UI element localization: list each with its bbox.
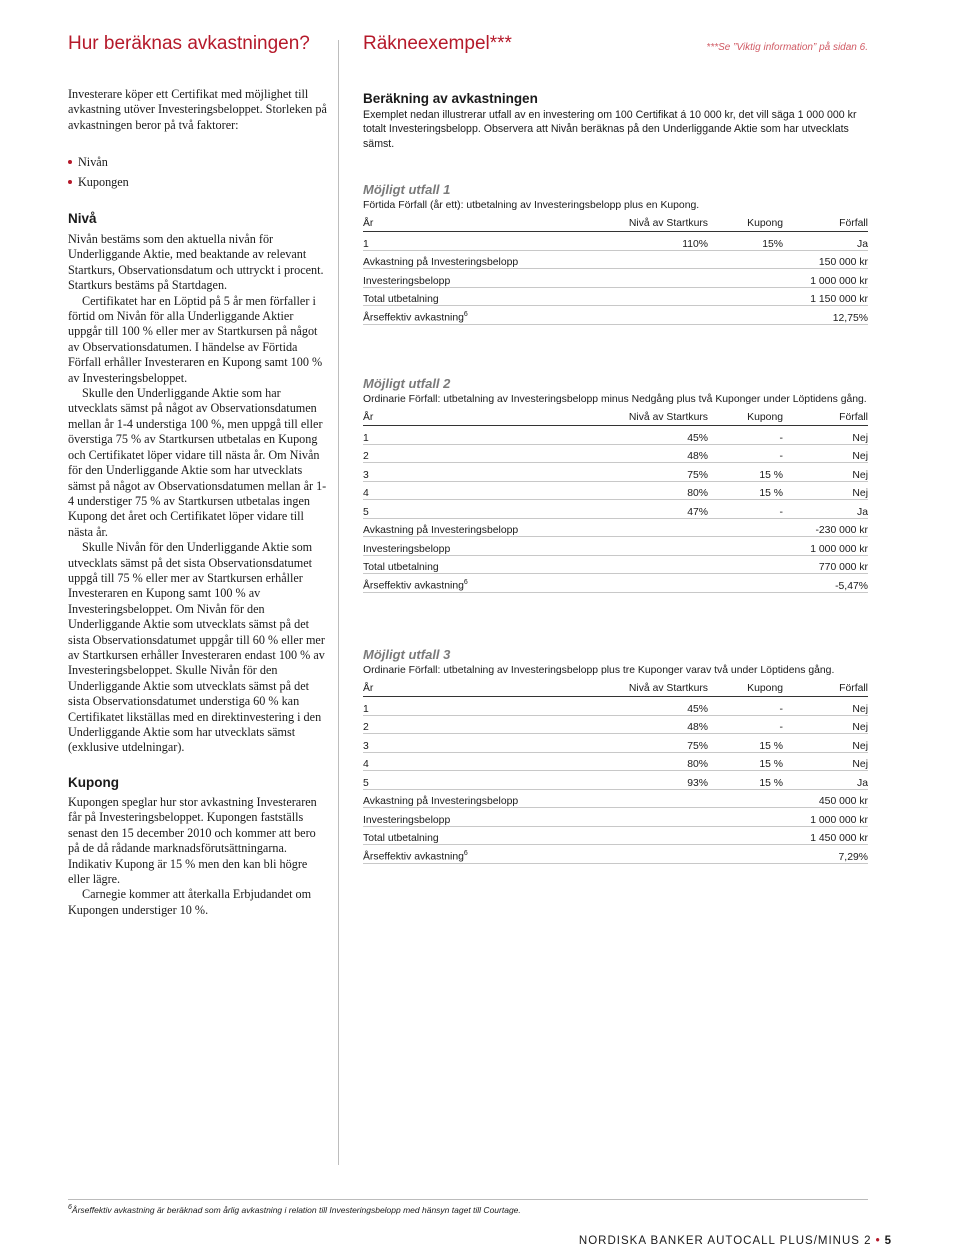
footnote-mark: 6 bbox=[463, 850, 468, 858]
summary-value: 450 000 kr bbox=[708, 789, 868, 808]
table-cell: 4 bbox=[363, 752, 543, 771]
calculation-intro: Exemplet nedan illustrerar utfall av en investering om 100 Certifikat á 10 000 kr, det vill säga 1 000 000 kr totalt Investeringsbelopp. Observera att Nivån beräknas på den Underliggande Aktie som har utvecklats sämst. bbox=[363, 109, 857, 150]
table-cell: Nej bbox=[783, 481, 868, 500]
summary-row bbox=[363, 826, 868, 845]
outcome-description: Ordinarie Förfall: utbetalning av Investeringsbelopp plus tre Kuponger varav två under Löptidens gång. bbox=[363, 665, 835, 676]
table-cell: Nej bbox=[783, 426, 868, 445]
table-cell: 15 % bbox=[708, 463, 783, 482]
table-cell: 45% bbox=[543, 426, 708, 445]
summary-label bbox=[363, 306, 708, 325]
table-cell: 93% bbox=[543, 771, 708, 790]
summary-label bbox=[363, 574, 708, 593]
summary-value: -5,47% bbox=[708, 574, 868, 593]
table-cell: 4 bbox=[363, 481, 543, 500]
table-cell: 5 bbox=[363, 500, 543, 519]
table-cell: 3 bbox=[363, 734, 543, 753]
table-cell: 15 % bbox=[708, 734, 783, 753]
outcome-description: Ordinarie Förfall: utbetalning av Investeringsbelopp minus Nedgång plus två Kuponger under Löptidens gång. bbox=[363, 394, 867, 405]
niva-paragraph: Nivån bestäms som den aktuella nivån för Underliggande Aktie, med beaktande av relevant Startkurs, Observationsdatum och uttryckt i procent. Startkurs bestäms på Startdagen. bbox=[68, 232, 324, 293]
section-title: Hur beräknas avkastningen? bbox=[68, 33, 310, 54]
table-header-row bbox=[363, 410, 868, 426]
bullet-icon bbox=[68, 180, 72, 184]
niva-paragraph: Certifikatet har en Löptid på 5 år men förfaller i förtid om Nivån för alla Underliggande Aktier uppgår till 100 % eller mer av Startkursen på något av Observationsdatumen. I händelse av Förtida Förfall erhåller Investeraren en Kupong samt 100 % av Investeringsbeloppet. bbox=[68, 293, 323, 385]
table-row bbox=[363, 232, 868, 251]
summary-row bbox=[363, 287, 868, 306]
summary-label bbox=[363, 826, 708, 845]
table-row bbox=[363, 481, 868, 500]
page-footer bbox=[579, 1235, 892, 1247]
outcome-table bbox=[363, 410, 868, 593]
column-header: År bbox=[363, 216, 543, 232]
table-cell: 110% bbox=[543, 232, 708, 251]
table-cell: 15 % bbox=[708, 752, 783, 771]
summary-label bbox=[363, 808, 708, 827]
table-cell: - bbox=[708, 444, 783, 463]
table-row bbox=[363, 500, 868, 519]
table-header-row bbox=[363, 216, 868, 232]
niva-paragraph: Skulle den Underliggande Aktie som har utvecklats sämst på något av Observationsdatumen mellan år 1-4 understiga 100 %, men uppgå till eller överstiga 75 % av Startkursen utbetalas en Kupong och Certifikatet löper vidare till nästa år. Om Nivån för den Underliggande Aktie som har utvecklats sämst på något av Observationsdatumen mellan år 1-4 understiger 75 % av Startkursen utbetalas ingen Kupong det året och Certifikatet löper vidare till nästa år. bbox=[68, 386, 327, 539]
table-cell: 2 bbox=[363, 444, 543, 463]
summary-row bbox=[363, 808, 868, 827]
table-cell: Nej bbox=[783, 697, 868, 716]
summary-row bbox=[363, 250, 868, 269]
page-number: 5 bbox=[884, 1235, 892, 1247]
bullet-icon: • bbox=[875, 1235, 881, 1247]
bullet-icon bbox=[68, 160, 72, 164]
table-cell: Nej bbox=[783, 734, 868, 753]
table-cell: 1 bbox=[363, 697, 543, 716]
summary-row bbox=[363, 306, 868, 325]
table-row bbox=[363, 715, 868, 734]
summary-label bbox=[363, 555, 708, 574]
kupong-paragraph: Carnegie kommer att återkalla Erbjudandet om Kupongen understiger 10 %. bbox=[68, 887, 312, 917]
footer-title: NORDISKA BANKER AUTOCALL PLUS/MINUS 2 bbox=[578, 1235, 872, 1247]
table-cell: Nej bbox=[783, 463, 868, 482]
table-row bbox=[363, 771, 868, 790]
table-cell: - bbox=[708, 715, 783, 734]
summary-value: 1 450 000 kr bbox=[708, 826, 868, 845]
summary-label-text: Årseffektiv avkastning bbox=[363, 580, 464, 592]
summary-value: 150 000 kr bbox=[708, 250, 868, 269]
table-cell: 15% bbox=[708, 232, 783, 251]
table-cell: - bbox=[708, 500, 783, 519]
summary-label bbox=[363, 845, 708, 864]
column-header: År bbox=[363, 410, 543, 426]
summary-value: 1 000 000 kr bbox=[708, 537, 868, 556]
niva-heading: Nivå bbox=[68, 211, 97, 226]
footnote-mark: 6 bbox=[68, 1204, 72, 1211]
summary-label-text: Investeringsbelopp bbox=[363, 814, 451, 826]
column-header: Förfall bbox=[783, 216, 868, 232]
footnote bbox=[68, 1204, 521, 1215]
summary-label-text: Total utbetalning bbox=[363, 833, 439, 844]
outcome-description: Förtida Förfall (år ett): utbetalning av Investeringsbelopp plus en Kupong. bbox=[363, 200, 700, 211]
summary-value: -230 000 kr bbox=[708, 518, 868, 537]
summary-label bbox=[363, 250, 708, 269]
list-item-label: Nivån bbox=[78, 155, 108, 169]
column-header: År bbox=[363, 681, 543, 697]
table-cell: Ja bbox=[783, 500, 868, 519]
table-cell: Nej bbox=[783, 444, 868, 463]
summary-label bbox=[363, 789, 708, 808]
table-cell: 80% bbox=[543, 481, 708, 500]
summary-label-text: Investeringsbelopp bbox=[363, 543, 451, 555]
summary-label-text: Årseffektiv avkastning bbox=[363, 312, 464, 324]
list-item bbox=[68, 172, 129, 192]
factor-list bbox=[68, 152, 129, 192]
footnote-text: Årseffektiv avkastning är beräknad som årlig avkastning i relation till Investeringsbelopp med hänsyn taget till Courtage. bbox=[71, 1204, 521, 1215]
summary-row bbox=[363, 537, 868, 556]
summary-label bbox=[363, 537, 708, 556]
table-cell: Ja bbox=[783, 771, 868, 790]
summary-label-text: Total utbetalning bbox=[363, 562, 439, 573]
summary-row bbox=[363, 574, 868, 593]
summary-row bbox=[363, 845, 868, 864]
section-title: Räkneexempel*** bbox=[363, 33, 512, 54]
summary-label-text: Investeringsbelopp bbox=[363, 275, 451, 287]
kupong-body bbox=[68, 795, 330, 918]
column-header: Kupong bbox=[708, 410, 783, 426]
list-item bbox=[68, 152, 129, 172]
summary-row bbox=[363, 518, 868, 537]
niva-paragraph: Skulle Nivån för den Underliggande Aktie som utvecklats sämst på det sista Observationsdatumet uppgå till 75 % eller mer av Startkursen erhåller Investeraren en Kupong samt 100 % av Investeringsbeloppet. Om Nivån för den Underliggande Aktie som utvecklats sämst på det sista Observationsdatumet uppgår till 60 % eller mer av Startkursen erhåller Investeraren endast 100 % av Investeringsbeloppet. Skulle Nivån för den Underliggande Aktie som utvecklats sämst på det sista Observationsdatumet understiga 60 % kan Certifikatet likställas med en direktinvestering i den Underliggande Aktie som har utvecklats sämst (exklusive utdelningar). bbox=[68, 540, 325, 755]
footnote-mark: 6 bbox=[463, 311, 468, 319]
table-cell: Ja bbox=[783, 232, 868, 251]
summary-label bbox=[363, 518, 708, 537]
summary-label-text: Avkastning på Investeringsbelopp bbox=[363, 525, 519, 536]
column-header: Kupong bbox=[708, 681, 783, 697]
reference-note: ***Se ”Viktig information” på sidan 6. bbox=[706, 42, 868, 53]
outcome-block bbox=[363, 647, 868, 864]
summary-label bbox=[363, 269, 708, 288]
summary-label-text: Avkastning på Investeringsbelopp bbox=[363, 796, 519, 807]
intro-paragraph bbox=[68, 87, 330, 133]
column-divider bbox=[338, 40, 339, 1165]
table-cell: Nej bbox=[783, 715, 868, 734]
outcome-block bbox=[363, 182, 868, 325]
table-cell: 5 bbox=[363, 771, 543, 790]
table-cell: - bbox=[708, 426, 783, 445]
table-cell: 1 bbox=[363, 232, 543, 251]
table-cell: 48% bbox=[543, 715, 708, 734]
table-cell: 80% bbox=[543, 752, 708, 771]
summary-row bbox=[363, 269, 868, 288]
outcome-title: Möjligt utfall 2 bbox=[363, 376, 451, 391]
kupong-paragraph: Kupongen speglar hur stor avkastning Investeraren får på Investeringsbeloppet. Kupongen fastställs senast den 15 december 2010 och kommer att bero på de då rådande marknadsförutsättningarna. Indikativ Kupong är 15 % men den kan bli högre eller lägre. bbox=[68, 795, 317, 887]
table-row bbox=[363, 463, 868, 482]
outcome-title: Möjligt utfall 3 bbox=[363, 647, 451, 662]
column-header: Kupong bbox=[708, 216, 783, 232]
outcome-block bbox=[363, 376, 868, 593]
summary-label bbox=[363, 287, 708, 306]
footnote-mark: 6 bbox=[463, 579, 468, 587]
list-item-label: Kupongen bbox=[78, 175, 129, 189]
summary-value: 1 000 000 kr bbox=[708, 269, 868, 288]
summary-label-text: Årseffektiv avkastning bbox=[363, 851, 464, 863]
table-cell: 47% bbox=[543, 500, 708, 519]
table-cell: 75% bbox=[543, 734, 708, 753]
kupong-heading: Kupong bbox=[68, 775, 119, 790]
summary-label-text: Avkastning på Investeringsbelopp bbox=[363, 257, 519, 268]
summary-row bbox=[363, 789, 868, 808]
summary-value: 1 150 000 kr bbox=[708, 287, 868, 306]
column-header: Nivå av Startkurs bbox=[543, 216, 708, 232]
table-cell: 75% bbox=[543, 463, 708, 482]
table-cell: - bbox=[708, 697, 783, 716]
summary-value: 7,29% bbox=[708, 845, 868, 864]
column-header: Förfall bbox=[783, 681, 868, 697]
table-cell: 3 bbox=[363, 463, 543, 482]
table-row bbox=[363, 444, 868, 463]
table-row bbox=[363, 697, 868, 716]
table-cell: 2 bbox=[363, 715, 543, 734]
table-row bbox=[363, 734, 868, 753]
niva-body bbox=[68, 232, 330, 756]
table-cell: 45% bbox=[543, 697, 708, 716]
table-cell: Nej bbox=[783, 752, 868, 771]
outcome-title: Möjligt utfall 1 bbox=[363, 182, 451, 197]
table-header-row bbox=[363, 681, 868, 697]
summary-row bbox=[363, 555, 868, 574]
outcome-table bbox=[363, 681, 868, 864]
table-cell: 1 bbox=[363, 426, 543, 445]
table-cell: 48% bbox=[543, 444, 708, 463]
column-header: Nivå av Startkurs bbox=[543, 681, 708, 697]
summary-value: 12,75% bbox=[708, 306, 868, 325]
table-cell: 15 % bbox=[708, 771, 783, 790]
intro-text: Investerare köper ett Certifikat med möjlighet till avkastning utöver Investeringsbeloppet. Storleken på avkastningen beror på två faktorer: bbox=[68, 87, 327, 132]
footnote-divider bbox=[68, 1199, 868, 1200]
calculation-heading: Beräkning av avkastningen bbox=[363, 91, 538, 106]
table-cell: 15 % bbox=[708, 481, 783, 500]
table-row bbox=[363, 752, 868, 771]
summary-value: 770 000 kr bbox=[708, 555, 868, 574]
outcome-table bbox=[363, 216, 868, 325]
column-header: Förfall bbox=[783, 410, 868, 426]
summary-label-text: Total utbetalning bbox=[363, 294, 439, 305]
table-row bbox=[363, 426, 868, 445]
summary-value: 1 000 000 kr bbox=[708, 808, 868, 827]
column-header: Nivå av Startkurs bbox=[543, 410, 708, 426]
